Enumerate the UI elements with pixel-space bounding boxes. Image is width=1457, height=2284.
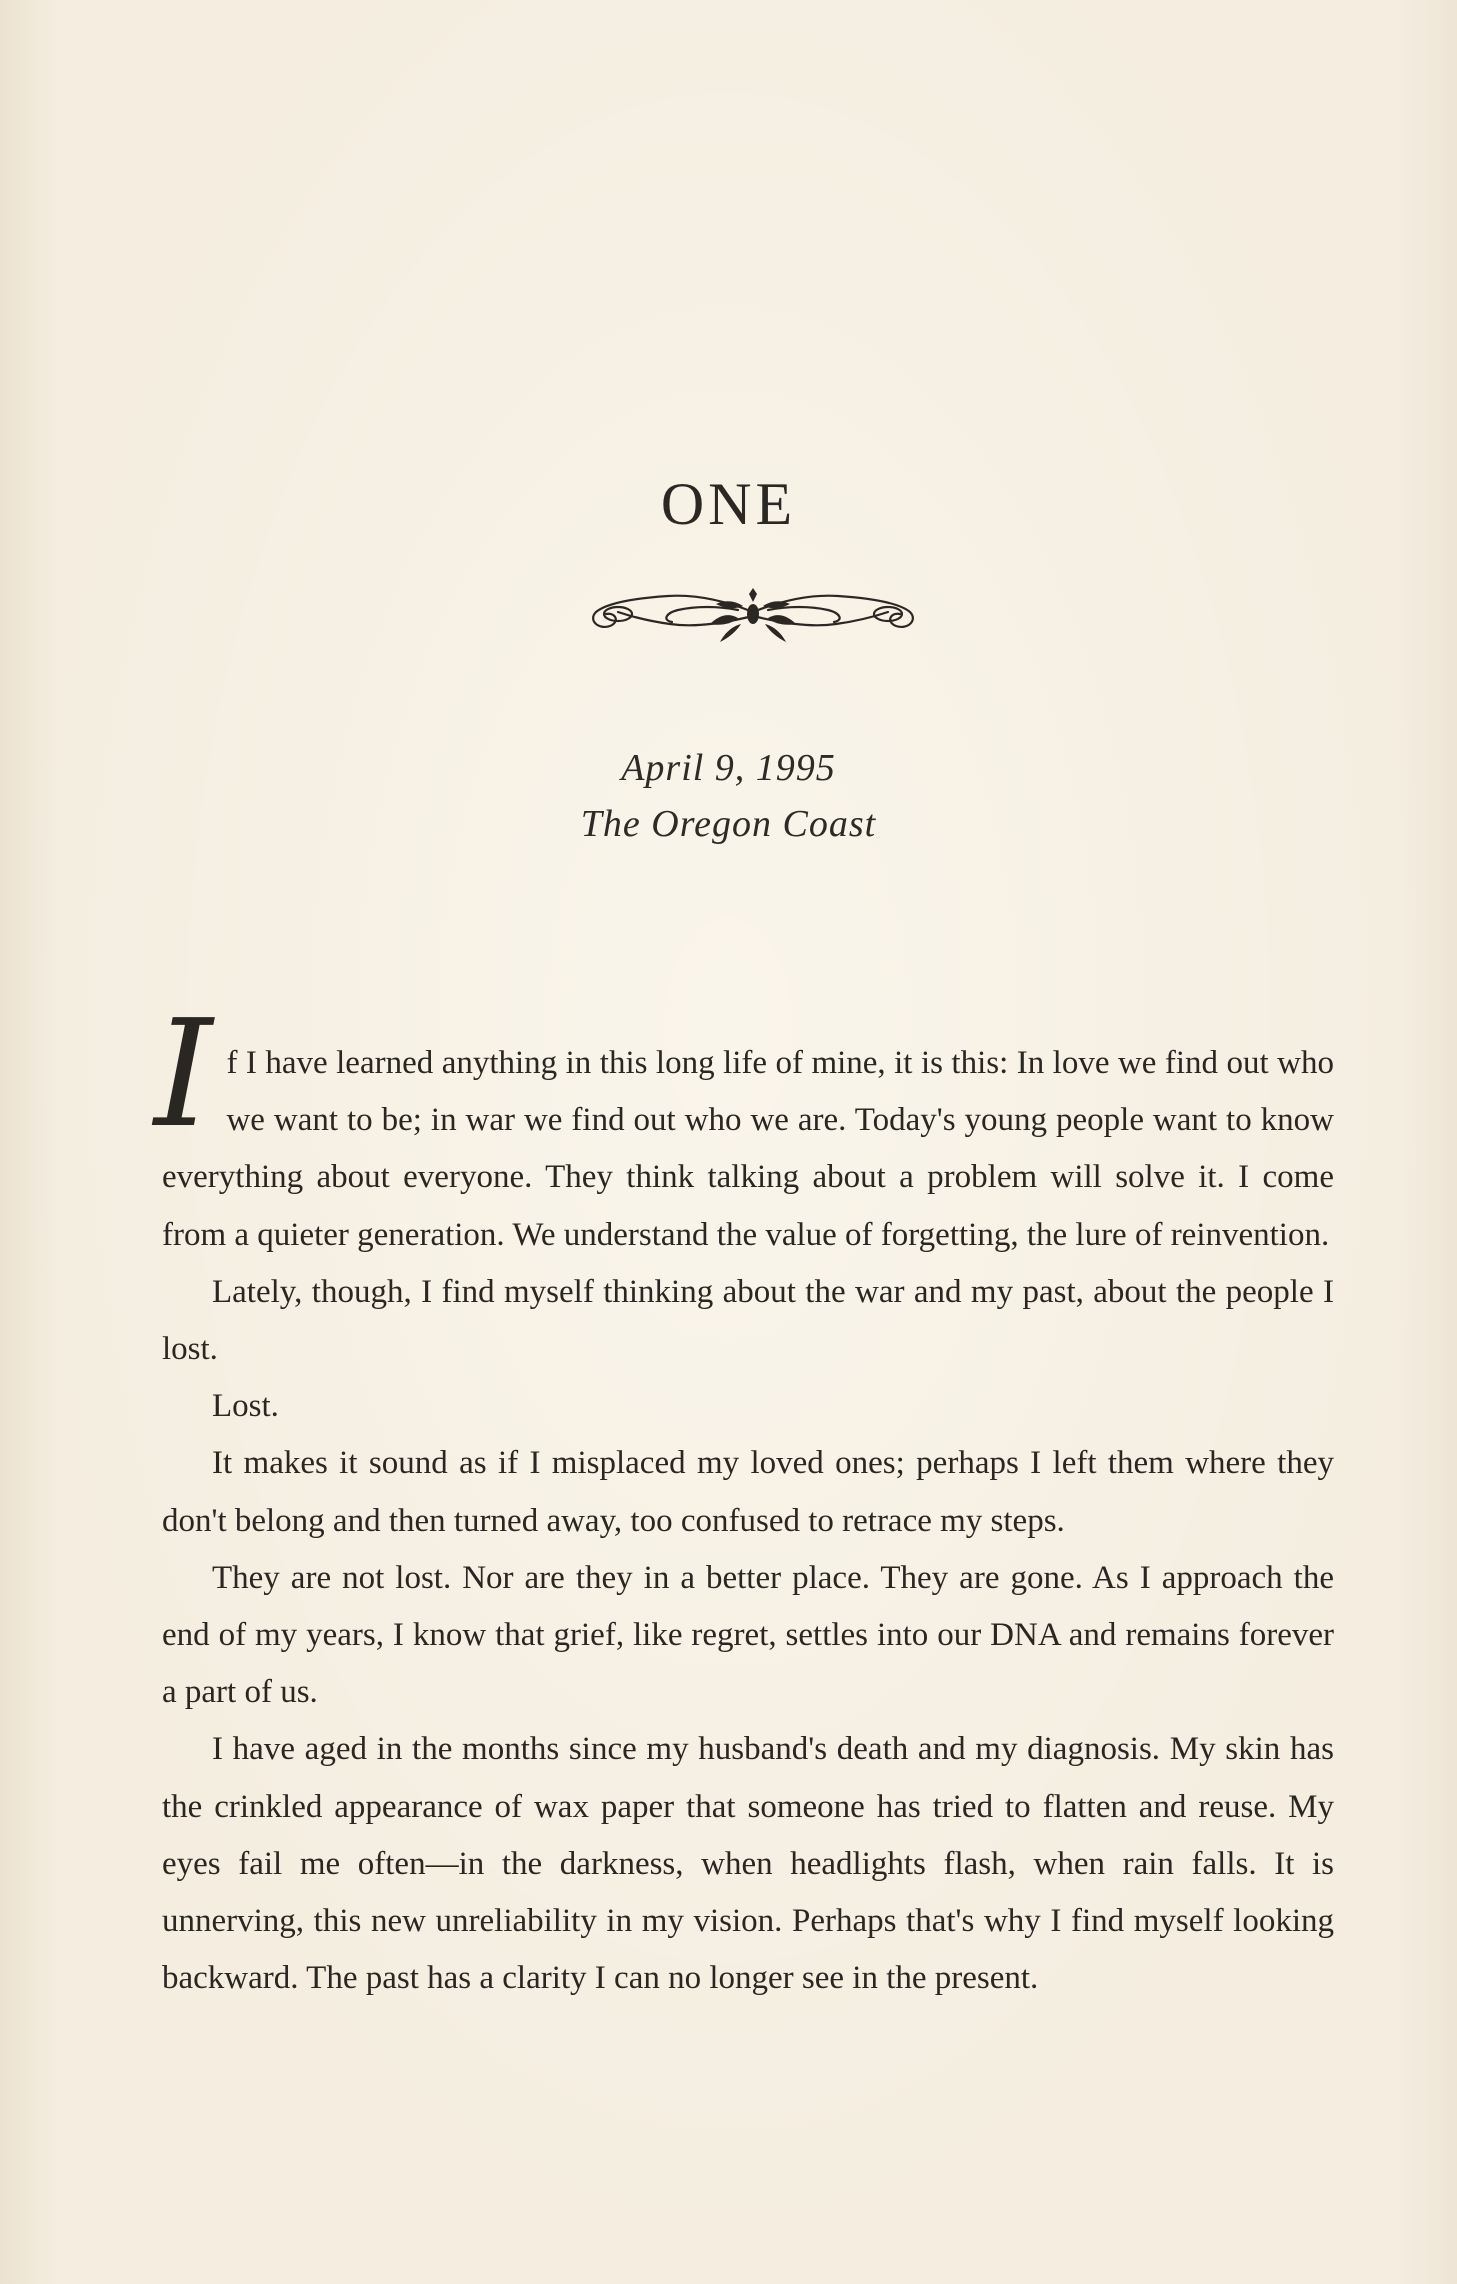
paragraph-5: They are not lost. Nor are they in a better place. They are gone. As I approach the end of my years, I know that grief, like regret, settles into our DNA and remains forever a part of us. <box>162 1559 1334 1711</box>
paragraph-6: I have aged in the months since my husband's death and my diagnosis. My skin has the crinkled appearance of wax paper that someone has tried to flatten and reuse. My eyes fail me often—in the darkness, when headlights flash, when rain falls. It is unnerving, this new unreliability in my vision. Perhaps that's why I find myself looking backward. The past has a clarity I can no longer see in the present. <box>162 1731 1334 1997</box>
paragraph-1 <box>154 988 1334 1264</box>
paragraph-3: Lost. <box>212 1388 279 1425</box>
dateline-date: April 9, 1995 <box>621 747 836 789</box>
paragraph-4: It makes it sound as if I misplaced my loved ones; perhaps I left them where they don't belong and then turned away, too confused to retrace my steps. <box>162 1445 1334 1539</box>
paragraph-1-text: f I have learned anything in this long life of mine, it is this: In love we find out who we want to be; in war we find out who we are. Today's young people want to know everything about everyone. They think talking about a problem will solve it. I come from a quieter generation. We understand the value of forgetting, the lure of reinvention. <box>162 1045 1334 1253</box>
chapter-title: ONE <box>660 471 797 537</box>
body-text <box>154 988 1334 2007</box>
chapter-dateline <box>0 740 1457 852</box>
scroll-flourish-icon <box>578 572 928 652</box>
dateline-place: The Oregon Coast <box>580 803 877 845</box>
paragraph-2: Lately, though, I find myself thinking about the war and my past, about the people I lost. <box>162 1273 1334 1368</box>
drop-cap: I <box>154 988 213 1160</box>
